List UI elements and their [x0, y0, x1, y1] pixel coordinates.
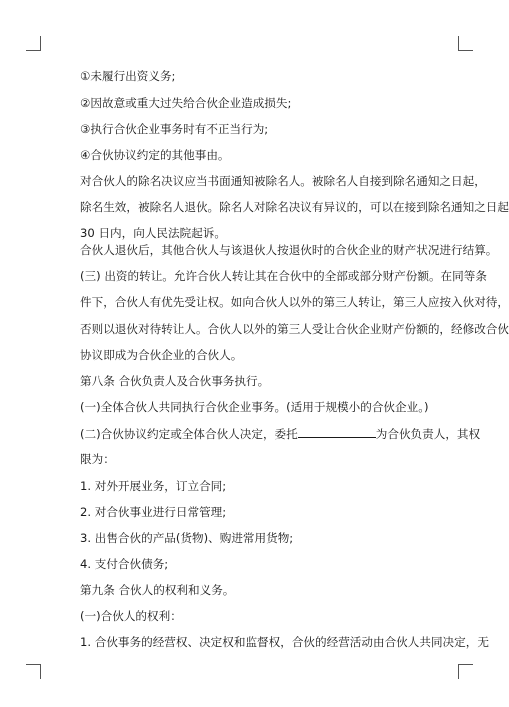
- list-item: ②因故意或重大过失给合伙企业造成损失;: [80, 96, 292, 110]
- paragraph-line: (一)全体合伙人共同执行合伙企业事务。(适用于规模小的合伙企业。): [80, 400, 429, 414]
- list-item: ①未履行出资义务;: [80, 69, 176, 83]
- list-item: 1. 合伙事务的经营权、决定权和监督权，合伙的经营活动由合伙人共同决定，无: [80, 635, 489, 649]
- article-heading: 第九条 合伙人的权利和义务。: [80, 583, 235, 597]
- crop-mark-top-left: [26, 36, 41, 51]
- list-item: ③执行合伙企业事务时有不正当行为;: [80, 122, 269, 136]
- paragraph-line: 件下，合伙人有优先受让权。如向合伙人以外的第三人转让，第三人应按入伙对待，: [80, 295, 509, 309]
- paragraph-line: 除名生效，被除名人退伙。除名人对除名决议有异议的，可以在接到除名通知之日起: [80, 200, 509, 214]
- crop-mark-bottom-right: [458, 664, 473, 679]
- paragraph-line: 协议即成为合伙企业的合伙人。: [80, 348, 243, 362]
- paragraph-line: 否则以退伙对待转让人。合伙人以外的第三人受让合伙企业财产份额的，经修改合伙: [80, 322, 509, 336]
- blank-underline: [298, 425, 376, 438]
- crop-mark-top-right: [458, 36, 473, 51]
- paragraph-line: 合伙人退伙后，其他合伙人与该退伙人按退伙时的合伙企业的财产状况进行结算。: [80, 243, 498, 257]
- blank-line-before: (二)合伙协议约定或全体合伙人决定，委托: [80, 427, 298, 441]
- list-item: 1. 对外开展业务，订立合同;: [80, 479, 227, 493]
- paragraph-line: 限为：: [80, 452, 115, 466]
- list-item: 3. 出售合伙的产品(货物)、购进常用货物;: [80, 531, 294, 545]
- paragraph-line: (一)合伙人的权利：: [80, 609, 182, 623]
- crop-mark-bottom-left: [26, 664, 41, 679]
- paragraph-line: 30 日内，向人民法院起诉。: [80, 226, 226, 240]
- list-item: 4. 支付合伙债务;: [80, 557, 169, 571]
- paragraph-line: 对合伙人的除名决议应当书面通知被除名人。被除名人自接到除名通知之日起，: [80, 174, 486, 188]
- paragraph-line: [80, 425, 481, 442]
- blank-line-after: 为合伙负责人，其权: [375, 427, 481, 441]
- list-item: 2. 对合伙事业进行日常管理;: [80, 505, 227, 519]
- article-heading: 第八条 合伙负责人及合伙事务执行。: [80, 374, 270, 388]
- list-item: ④合伙协议约定的其他事由。: [80, 148, 230, 162]
- paragraph-line: (三) 出资的转让。允许合伙人转让其在合伙中的全部或部分财产份额。在同等条: [80, 269, 487, 283]
